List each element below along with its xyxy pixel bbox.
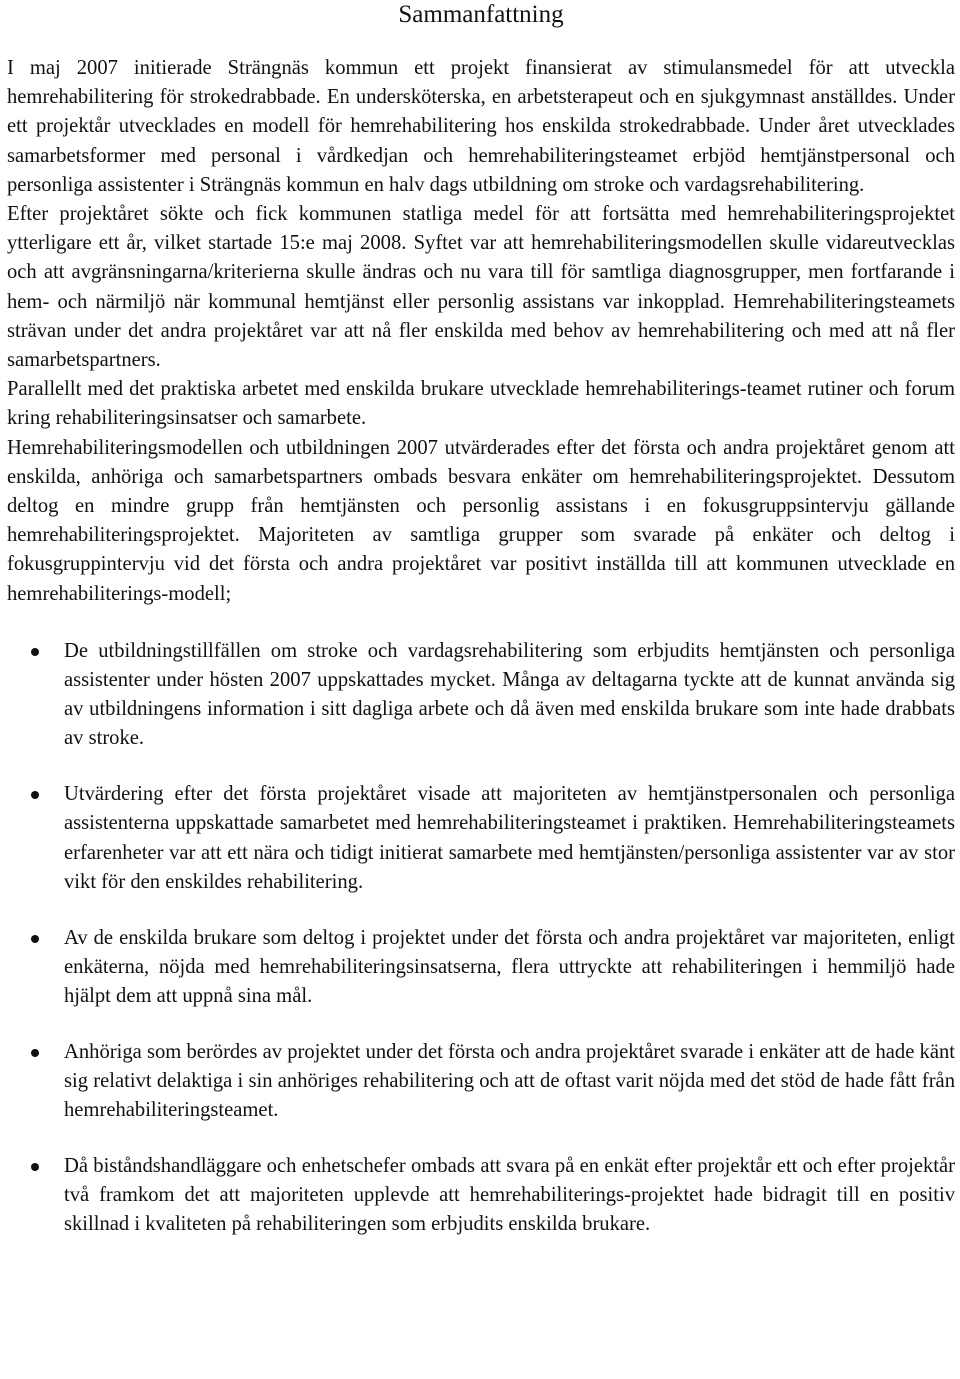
findings-list [7, 637, 955, 1240]
bullet-icon [31, 935, 39, 943]
paragraph-routines: Parallellt med det praktiska arbetet med enskilda brukare utvecklade hemrehabiliterings-teamet rutiner och forum kring rehabiliteringsinsatser och samarbete. [7, 378, 955, 430]
bullet-icon [31, 1049, 39, 1057]
paragraph-intro: I maj 2007 initierade Strängnäs kommun ett projekt finansierat av stimulansmedel för att utveckla hemrehabilitering för strokedrabbade. En undersköterska, en arbetsterapeut och en sjukgymnast anställdes. Under ett projektår utvecklades en modell för hemrehabilitering hos enskilda strokedrabbade. Under året utvecklades samarbetsformer med personal i vårdkedjan och hemrehabiliteringsteamet erbjöd hemtjänstpersonal och personliga assistenter i Strängnäs kommun en halv dags utbildning om stroke och vardagsrehabilitering. [7, 57, 955, 196]
list-item-text: Anhöriga som berördes av projektet under det första och andra projektåret svarade i enkäter att de hade känt sig relativt delaktiga i sin anhöriges rehabilitering och att de oftast varit nöjda med det stöd de hade fått från hemrehabiliteringsteamet. [64, 1040, 955, 1122]
list-item-text: De utbildningstillfällen om stroke och vardagsrehabilitering som erbjudits hemtjänsten och personliga assistenter under hösten 2007 uppskattades mycket. Många av deltagarna tyckte att de kunnat använda sig av utbildningens information i sitt dagliga arbete och då även med enskilda brukare som inte hade drabbats av stroke. [64, 639, 955, 750]
list-item [7, 637, 955, 754]
list-item-text: Utvärdering efter det första projektåret visade att majoriteten av hemtjänstpersonalen och personliga assistenterna uppskattade samarbetet med hemrehabiliteringsteamet i praktiken. Hemrehabiliteringsteamets erfarenheter var att ett nära och tidigt initierat samarbete med hemtjänsten/personliga assistenter var av stor vikt för den enskildes rehabilitering. [64, 783, 955, 893]
document-page [7, 0, 955, 1266]
list-item [7, 780, 955, 897]
list-item-text: Av de enskilda brukare som deltog i projektet under det första och andra projektåret var majoriteten, enligt enkäterna, nöjda med hemrehabiliteringsinsatserna, flera uttryckte att rehabiliteringen i hemmiljö hade hjälpt dem att uppnå sina mål. [64, 926, 955, 1008]
bullet-icon [31, 648, 39, 656]
list-item [7, 1038, 955, 1126]
list-item [7, 924, 955, 1012]
list-item-text: Då biståndshandläggare och enhetschefer ombads att svara på en enkät efter projektår ett och efter projektår två framkom det att majoriteten upplevde att hemrehabiliterings-projektet hade bidragit till en positiv skillnad i kvaliteten på rehabiliteringen som erbjudits enskilda brukare. [64, 1155, 955, 1236]
page-title: Sammanfattning [398, 1, 564, 28]
paragraph-second-year: Efter projektåret sökte och fick kommunen statliga medel för att fortsätta med hemrehabiliteringsprojektet ytterligare ett år, vilket startade 15:e maj 2008. Syftet var att hemrehabiliteringsmodellen skulle vidareutvecklas och att avgränsningarna/kriterierna skulle ändras och nu vara till för samtliga diagnosgrupper, men fortfarande i hem- och närmiljö när kommunal hemtjänst eller personlig assistans var inkopplad. Hemrehabiliteringsteamets strävan under det andra projektåret var att nå fler enskilda med behov av hemrehabilitering och med att nå fler samarbetspartners. [7, 203, 955, 372]
list-item [7, 1152, 955, 1240]
bullet-icon [31, 791, 39, 799]
bullet-icon [31, 1163, 39, 1171]
paragraph-evaluation: Hemrehabiliteringsmodellen och utbildningen 2007 utvärderades efter det första och andra projektåret genom att enskilda, anhöriga och samarbetspartners ombads besvara enkäter om hemrehabiliteringsprojektet. Dessutom deltog en mindre grupp från hemtjänsten och personlig assistans i en fokusgruppsintervju gällande hemrehabiliteringsprojektet. Majoriteten av samtliga grupper som svarade på enkäter och deltog i fokusgruppintervju vid det första och andra projektåret var positivt inställda till att kommunen utvecklade en hemrehabiliterings-modell; [7, 436, 955, 605]
